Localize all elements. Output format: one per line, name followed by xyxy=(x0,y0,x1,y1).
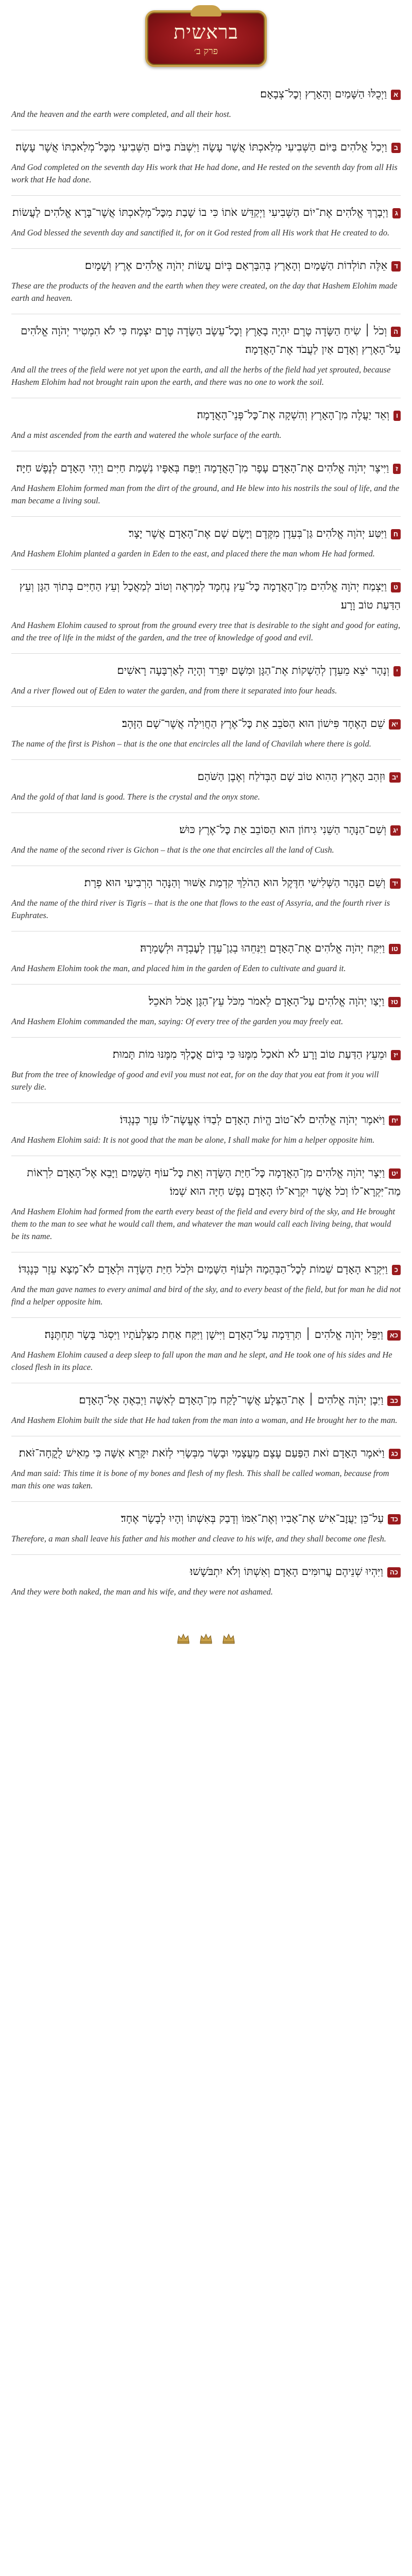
verse-hebrew-text: אֵלֶּה תוֹלְדוֹת הַשָּׁמַיִם וְהָאָרֶץ בְּהִבָּרְאָם בְּיוֹם עֲשׂוֹת יְהֹוָה אֱלֹהִים אֶרֶץ וְשָׁמָיִם׃ xyxy=(84,259,388,272)
verse-number-badge: טו xyxy=(389,944,401,954)
verse-item xyxy=(11,1103,401,1156)
verse-hebrew-text: וּמֵעֵץ הַדַּעַת טוֹב וָרָע לֹא תֹאכַל מִמֶּנּוּ כִּי בְּיוֹם אֲכׇלְךָ מִמֶּנּוּ מוֹת תָּמוּת׃ xyxy=(112,1048,387,1060)
verse-item xyxy=(11,1156,401,1252)
verse-number-badge: כב xyxy=(387,1396,401,1406)
verse-hebrew xyxy=(11,1509,401,1528)
crown-icon xyxy=(177,1633,190,1644)
verse-item xyxy=(11,314,401,398)
verse-english: These are the products of the heaven and the earth when they were created, on the day that Hashem Elohim made earth and heaven. xyxy=(11,281,398,303)
verse-english: And all the trees of the field were not yet upon the earth, and all the herbs of the field had yet sprouted, because Hashem Elohim had not brought rain upon the earth, and there was no one to work the soil. xyxy=(11,365,391,387)
verse-hebrew xyxy=(11,405,401,424)
verse-item xyxy=(11,451,401,517)
verse-hebrew-text: וַיְכַל אֱלֹהִים בַּיּוֹם הַשְּׁבִיעִי מְלַאכְתּוֹ אֲשֶׁר עָשָׂה וַיִּשְׁבֹּת בַּיּוֹם הַשְּׁבִיעִי מִכׇּל־מְלַאכְתּוֹ אֲשֶׁר עָשָׂה׃ xyxy=(15,141,387,153)
verse-hebrew xyxy=(11,1163,401,1200)
verse-hebrew xyxy=(11,1444,401,1462)
crown-icon xyxy=(222,1633,235,1644)
verse-hebrew-text: וּזְהַב הָאָרֶץ הַהִוא טוֹב שָׁם הַבְּדֹלַח וְאֶבֶן הַשֹּׁהַם׃ xyxy=(197,770,386,783)
verse-item xyxy=(11,1318,401,1383)
verse-hebrew xyxy=(11,873,401,892)
verse-hebrew xyxy=(11,1562,401,1581)
verse-hebrew xyxy=(11,1391,401,1409)
verse-english: And God completed on the seventh day His work that He had done, and He rested on the seventh day from all His work that He had done. xyxy=(11,162,398,184)
verse-english: And Hashem Elohim formed man from the dirt of the ground, and He blew into his nostrils the soul of life, and the man became a living soul. xyxy=(11,483,400,505)
verse-english: And Hashem Elohim built the side that He had taken from the man into a woman, and He brought her to the man. xyxy=(11,1415,398,1425)
verse-hebrew-text: וַיִּקַּח יְהֹוָה אֱלֹהִים אֶת־הָאָדָם וַיַּנִּחֵהוּ בְגַן־עֵדֶן לְעׇבְדָהּ וּלְשׇׁמְרָהּ׃ xyxy=(140,942,385,954)
verse-hebrew xyxy=(11,767,401,786)
verse-number-badge: כא xyxy=(387,1330,401,1341)
verse-number-badge: כה xyxy=(387,1567,401,1578)
verse-english: And man said: This time it is bone of my bones and flesh of my flesh. This shall be called woman, because from man this one was taken. xyxy=(11,1468,389,1490)
verse-english: And a river flowed out of Eden to water the garden, and from there it separated into four heads. xyxy=(11,686,337,696)
verse-hebrew-text: וְכֹל ׀ שִׂיחַ הַשָּׂדֶה טֶרֶם יִהְיֶה בָאָרֶץ וְכׇל־עֵשֶׂב הַשָּׂדֶה טֶרֶם יִצְמָח כִּי לֹא הִמְטִיר יְהֹוָה אֱלֹהִים עַל־הָאָרֶץ וְאָדָם אַיִן לַעֲבֹד אֶת־הָאֲדָמָה׃ xyxy=(21,325,401,355)
verse-number-badge: ו xyxy=(393,411,401,421)
verse-number-badge: יא xyxy=(389,719,401,730)
verse-item xyxy=(11,130,401,196)
verse-english: And they were both naked, the man and his wife, and they were not ashamed. xyxy=(11,1587,273,1597)
verse-hebrew xyxy=(11,138,401,156)
verse-hebrew-text: וַיִּהְיוּ שְׁנֵיהֶם עֲרוּמִּים הָאָדָם וְאִשְׁתּוֹ וְלֹא יִתְבֹּשָׁשׁוּ׃ xyxy=(190,1565,384,1578)
verse-number-badge: יח xyxy=(389,1115,401,1126)
verse-item xyxy=(11,1038,401,1103)
verse-number-badge: כד xyxy=(388,1514,401,1524)
book-title: בראשית xyxy=(174,21,238,43)
verse-number-badge: יז xyxy=(391,1050,401,1060)
verse-hebrew-text: שֵׁם הָאֶחָד פִּישׁוֹן הוּא הַסֹּבֵב אֵת כׇּל־אֶרֶץ הַחֲוִילָה אֲשֶׁר־שָׁם הַזָּהָב׃ xyxy=(122,717,385,730)
verse-hebrew xyxy=(11,1325,401,1344)
verse-english: And Hashem Elohim commanded the man, saying: Of every tree of the garden you may freely eat. xyxy=(11,1016,344,1026)
verse-english: And a mist ascended from the earth and watered the whole surface of the earth. xyxy=(11,430,282,440)
verse-hebrew xyxy=(11,661,401,680)
verse-hebrew-text: וְשֵׁם־הַנָּהָר הַשֵּׁנִי גִּיחוֹן הוּא הַסּוֹבֵב אֵת כׇּל־אֶרֶץ כּוּשׁ׃ xyxy=(179,823,387,836)
verse-english: And the man gave names to every animal and bird of the sky, and to every beast of the field, but for man he did not find a helper opposite him. xyxy=(11,1284,401,1307)
verse-item xyxy=(11,570,401,654)
verse-hebrew-text: וַיְכֻלּוּ הַשָּׁמַיִם וְהָאָרֶץ וְכׇל־צְבָאָם׃ xyxy=(260,88,387,100)
verse-hebrew-text: וַיְצַו יְהֹוָה אֱלֹהִים עַל־הָאָדָם לֵאמֹר מִכֹּל עֵץ־הַגָּן אָכֹל תֹּאכֵל׃ xyxy=(148,995,385,1007)
verse-hebrew-text: וַיַּצְמַח יְהֹוָה אֱלֹהִים מִן־הָאֲדָמָה כׇּל־עֵץ נֶחְמָד לְמַרְאֶה וְטוֹב לְמַאֲכָל וְעֵץ הַחַיִּים בְּתוֹךְ הַגָּן וְעֵץ הַדַּעַת טוֹב וָרָע׃ xyxy=(19,580,401,611)
crown-icon xyxy=(199,1633,213,1644)
page-header xyxy=(0,0,412,77)
verse-item xyxy=(11,249,401,314)
chapter-title: פרק ב׳ xyxy=(194,46,218,57)
verse-item xyxy=(11,398,401,451)
verse-hebrew-text: וַיִּקְרָא הָאָדָם שֵׁמוֹת לְכׇל־הַבְּהֵמָה וּלְעוֹף הַשָּׁמַיִם וּלְכֹל חַיַּת הַשָּׂדֶה וּלְאָדָם לֹא־מָצָא עֵזֶר כְּנֶגְדּוֹ׃ xyxy=(18,1263,388,1275)
verse-number-badge: כ xyxy=(392,1265,401,1275)
verse-hebrew xyxy=(11,84,401,103)
verse-english: And Hashem Elohim planted a garden in Eden to the east, and placed there the man whom He had formed. xyxy=(11,549,375,558)
page-footer xyxy=(0,1607,412,1669)
verse-hebrew xyxy=(11,939,401,957)
verse-english: And Hashem Elohim caused to sprout from the ground every tree that is desirable to the sight and good for eating, and the tree of life in the midst of the garden, and the tree of knowledge of good and evil. xyxy=(11,620,401,642)
verse-number-badge: ד xyxy=(391,261,401,272)
verse-number-badge: יב xyxy=(389,772,401,783)
verse-hebrew xyxy=(11,1260,401,1278)
verse-hebrew xyxy=(11,524,401,543)
verse-item xyxy=(11,77,401,130)
verse-english: And the gold of that land is good. There is the crystal and the onyx stone. xyxy=(11,792,260,802)
verse-hebrew xyxy=(11,1110,401,1129)
verse-hebrew-text: וְשֵׁם הַנָּהָר הַשְּׁלִישִׁי חִדֶּקֶל הוּא הַהֹלֵךְ קִדְמַת אַשּׁוּר וְהַנָּהָר הָרְבִיעִי הוּא פְרָת׃ xyxy=(84,876,386,889)
verse-hebrew xyxy=(11,714,401,733)
verse-item xyxy=(11,1502,401,1555)
verse-hebrew-text: וַיִּצֶר יְהֹוָה אֱלֹהִים מִן־הָאֲדָמָה כׇּל־חַיַּת הַשָּׂדֶה וְאֵת כׇּל־עוֹף הַשָּׁמַיִם וַיָּבֵא אֶל־הָאָדָם לִרְאוֹת מַה־יִּקְרָא־לוֹ וְכֹל אֲשֶׁר יִקְרָא־לוֹ הָאָדָם נֶפֶשׁ חַיָּה הוּא שְׁמוֹ׃ xyxy=(27,1166,401,1197)
verse-hebrew-text: וְאֵד יַעֲלֶה מִן־הָאָרֶץ וְהִשְׁקָה אֶת־כׇּל־פְּנֵי־הָאֲדָמָה׃ xyxy=(197,409,390,421)
verse-number-badge: כג xyxy=(389,1449,401,1459)
verse-hebrew-text: וַיֹּאמֶר יְהֹוָה אֱלֹהִים לֹא־טוֹב הֱיוֹת הָאָדָם לְבַדּוֹ אֶעֱשֶׂה־לּוֹ עֵזֶר כְּנֶגְדּוֹ׃ xyxy=(119,1113,385,1126)
verse-hebrew xyxy=(11,1045,401,1063)
verse-item xyxy=(11,1555,401,1607)
verse-item xyxy=(11,985,401,1038)
verse-list xyxy=(0,77,412,1607)
verse-hebrew-text: וְנָהָר יֹצֵא מֵעֵדֶן לְהַשְׁקוֹת אֶת־הַגָּן וּמִשָּׁם יִפָּרֵד וְהָיָה לְאַרְבָּעָה רָאשִׁים׃ xyxy=(117,664,390,676)
verse-item xyxy=(11,517,401,570)
verse-number-badge: ט xyxy=(391,582,401,592)
verse-hebrew xyxy=(11,577,401,614)
verse-hebrew-text: עַל־כֵּן יַעֲזׇב־אִישׁ אֶת־אָבִיו וְאֶת־אִמּוֹ וְדָבַק בְּאִשְׁתּוֹ וְהָיוּ לְבָשָׂר אֶחָד׃ xyxy=(121,1512,384,1524)
verse-english: And Hashem Elohim took the man, and placed him in the garden of Eden to cultivate and guard it. xyxy=(11,963,346,973)
verse-number-badge: טז xyxy=(388,997,401,1007)
verse-number-badge: ח xyxy=(391,529,401,539)
verse-hebrew xyxy=(11,321,401,359)
verse-hebrew xyxy=(11,203,401,222)
verse-item xyxy=(11,1383,401,1436)
verse-hebrew-text: וַיִּיצֶר יְהֹוָה אֱלֹהִים אֶת־הָאָדָם עָפָר מִן־הָאֲדָמָה וַיִּפַּח בְּאַפָּיו נִשְׁמַת חַיִּים וַיְהִי הָאָדָם לְנֶפֶשׁ חַיָּה׃ xyxy=(16,462,389,474)
verse-number-badge: יט xyxy=(389,1168,401,1179)
verse-number-badge: יג xyxy=(390,825,401,836)
verse-english: And God blessed the seventh day and sanctified it, for on it God rested from all His work that He created to do. xyxy=(11,228,390,238)
verse-number-badge: א xyxy=(391,90,401,100)
verse-hebrew xyxy=(11,992,401,1010)
verse-number-badge: ה xyxy=(391,327,401,337)
verse-item xyxy=(11,707,401,760)
verse-hebrew xyxy=(11,820,401,839)
title-banner xyxy=(145,10,267,67)
verse-english: Therefore, a man shall leave his father and his mother and cleave to his wife, and they shall become one flesh. xyxy=(11,1534,386,1544)
verse-number-badge: יד xyxy=(390,878,401,889)
verse-hebrew xyxy=(11,256,401,275)
verse-hebrew xyxy=(11,459,401,477)
verse-english: And Hashem Elohim had formed from the earth every beast of the field and every bird of the sky, and He brought them to the man to see what he would call them, and whatever the man would call each living being, that would be its name. xyxy=(11,1207,396,1241)
verse-item xyxy=(11,196,401,249)
verse-item xyxy=(11,931,401,985)
verse-hebrew-text: וַיְבָרֶךְ אֱלֹהִים אֶת־יוֹם הַשְּׁבִיעִי וַיְקַדֵּשׁ אֹתוֹ כִּי בוֹ שָׁבַת מִכׇּל־מְלַאכְתּוֹ אֲשֶׁר־בָּרָא אֱלֹהִים לַעֲשׂוֹת׃ xyxy=(12,206,388,218)
verse-hebrew-text: וַיִּבֶן יְהֹוָה אֱלֹהִים ׀ אֶת־הַצֵּלָע אֲשֶׁר־לָקַח מִן־הָאָדָם לְאִשָּׁה וַיְבִאֶהָ אֶל־הָאָדָם׃ xyxy=(79,1394,384,1406)
verse-number-badge: ב xyxy=(391,143,401,153)
verse-english: And Hashem Elohim caused a deep sleep to fall upon the man and he slept, and He took one of his sides and He closed flesh in its place. xyxy=(11,1350,392,1372)
verse-english: And the heaven and the earth were completed, and all their host. xyxy=(11,109,231,119)
verse-item xyxy=(11,654,401,707)
verse-item xyxy=(11,1436,401,1502)
verse-hebrew-text: וַיִּטַּע יְהֹוָה אֱלֹהִים גַּן־בְּעֵדֶן מִקֶּדֶם וַיָּשֶׂם שָׁם אֶת־הָאָדָם אֲשֶׁר יָצָר׃ xyxy=(128,527,387,539)
verse-number-badge: ז xyxy=(393,464,401,474)
verse-english: But from the tree of knowledge of good and evil you must not eat, for on the day that you eat from it you will surely die. xyxy=(11,1070,379,1092)
verse-english: And the name of the second river is Gichon – that is the one that encircles all the land of Cush. xyxy=(11,845,334,855)
verse-number-badge: י xyxy=(393,666,401,676)
banner-crest xyxy=(191,5,221,16)
verse-item xyxy=(11,1252,401,1318)
verse-item xyxy=(11,760,401,813)
verse-item xyxy=(11,866,401,931)
verse-hebrew-text: וַיַּפֵּל יְהֹוָה אֱלֹהִים ׀ תַּרְדֵּמָה עַל־הָאָדָם וַיִּישָׁן וַיִּקַּח אַחַת מִצַּלְעֹתָיו וַיִּסְגֹּר בָּשָׂר תַּחְתֶּנָּה׃ xyxy=(44,1328,383,1341)
verse-hebrew-text: וַיֹּאמֶר הָאָדָם זֹאת הַפַּעַם עֶצֶם מֵעֲצָמַי וּבָשָׂר מִבְּשָׂרִי לְזֹאת יִקָּרֵא אִשָּׁה כִּי מֵאִישׁ לֻקֳחָה־זֹּאת׃ xyxy=(19,1447,385,1459)
verse-item xyxy=(11,813,401,866)
verse-english: The name of the first is Pishon – that is the one that encircles all the land of Chavilah where there is gold. xyxy=(11,739,371,749)
verse-number-badge: ג xyxy=(392,208,401,218)
verse-english: And the name of the third river is Tigris – that is the one that flows to the east of Assyria, and the fourth river is Euphrates. xyxy=(11,898,390,920)
verse-english: And Hashem Elohim said: It is not good that the man be alone, I shall make for him a helper opposite him. xyxy=(11,1135,375,1145)
